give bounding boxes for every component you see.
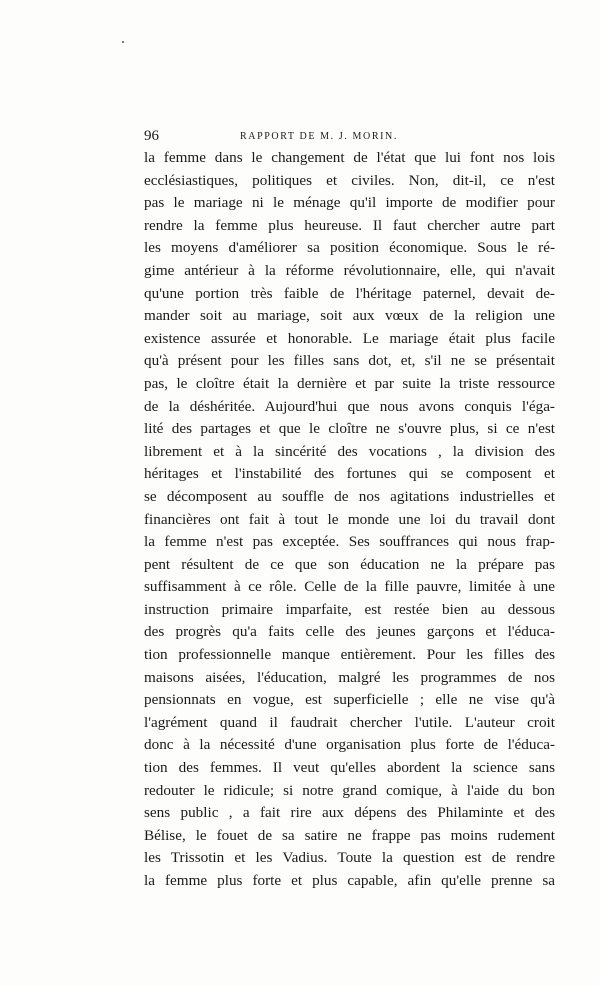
text-line: suffisamment à ce rôle. Celle de la fille pauvre, limitée à une (144, 578, 555, 596)
text-line: donc à la nécessité d'une organisation plus forte de l'éduca- (144, 736, 555, 754)
body-text (144, 147, 555, 893)
text-line: héritages et l'instabilité des fortunes qui se composent et (144, 465, 555, 483)
text-line: maisons aisées, l'éducation, malgré les programmes de nos (144, 668, 555, 686)
text-line: sens public , a fait rire aux dépens des Philaminte et des (144, 804, 555, 822)
text-line: pas, le cloître était la dernière et par suite la triste ressource (144, 374, 555, 392)
text-line: tion des femmes. Il veut qu'elles abordent la science sans (144, 759, 555, 777)
page-number: 96 (144, 128, 159, 144)
text-line: Bélise, le fouet de sa satire ne frappe pas moins rudement (144, 826, 555, 844)
text-line: redouter le ridicule; si notre grand comique, à l'aide du bon (144, 781, 555, 799)
text-line: la femme plus forte et plus capable, afin qu'elle prenne sa (144, 872, 555, 889)
text-line: instruction primaire imparfaite, est restée bien au dessous (144, 600, 555, 618)
text-line: pensionnats en vogue, est superficielle ; elle ne vise qu'à (144, 691, 555, 709)
text-line: librement et à la sincérité des vocations , la division des (144, 442, 555, 460)
text-line: mander soit au mariage, soit aux vœux de la religion une (144, 307, 555, 325)
page-header (144, 128, 555, 146)
text-line: des progrès qu'a faits celle des jeunes garçons et l'éduca- (144, 623, 555, 641)
text-line: les moyens d'améliorer sa position économique. Sous le ré- (144, 239, 555, 257)
paper-speck (122, 41, 124, 43)
text-line: lité des partages et que le cloître ne s'ouvre plus, si ce n'est (144, 420, 555, 438)
text-line: tion professionnelle manque entièrement. Pour les filles des (144, 646, 555, 664)
text-line: pas le mariage ni le ménage qu'il importe de modifier pour (144, 194, 555, 212)
text-line: qu'à présent pour les filles sans dot, et, s'il ne se présentait (144, 352, 555, 370)
text-line: existence assurée et honorable. Le mariage était plus facile (144, 329, 555, 347)
text-line: la femme dans le changement de l'état que lui font nos lois (144, 149, 555, 166)
text-line: rendre la femme plus heureuse. Il faut chercher autre part (144, 216, 555, 234)
text-line: gime antérieur à la réforme révolutionnaire, elle, qui n'avait (144, 261, 555, 279)
text-line: qu'une portion très faible de l'héritage paternel, devait de- (144, 284, 555, 302)
text-line: les Trissotin et les Vadius. Toute la question est de rendre (144, 849, 555, 867)
text-line: de la déshéritée. Aujourd'hui que nous avons conquis l'éga- (144, 397, 555, 415)
text-line: l'agrément quand il faudrait chercher l'utile. L'auteur croit (144, 713, 555, 731)
text-line: la femme n'est pas exceptée. Ses souffrances qui nous frap- (144, 533, 555, 551)
text-line: se décomposent au souffle de nos agitations industrielles et (144, 487, 555, 505)
text-line: pent résultent de ce que son éducation ne la prépare pas (144, 555, 555, 573)
text-line: ecclésiastiques, politiques et civiles. Non, dit-il, ce n'est (144, 171, 555, 189)
running-title: RAPPORT DE M. J. MORIN. (240, 131, 398, 142)
text-line: financières ont fait à tout le monde une loi du travail dont (144, 510, 555, 528)
